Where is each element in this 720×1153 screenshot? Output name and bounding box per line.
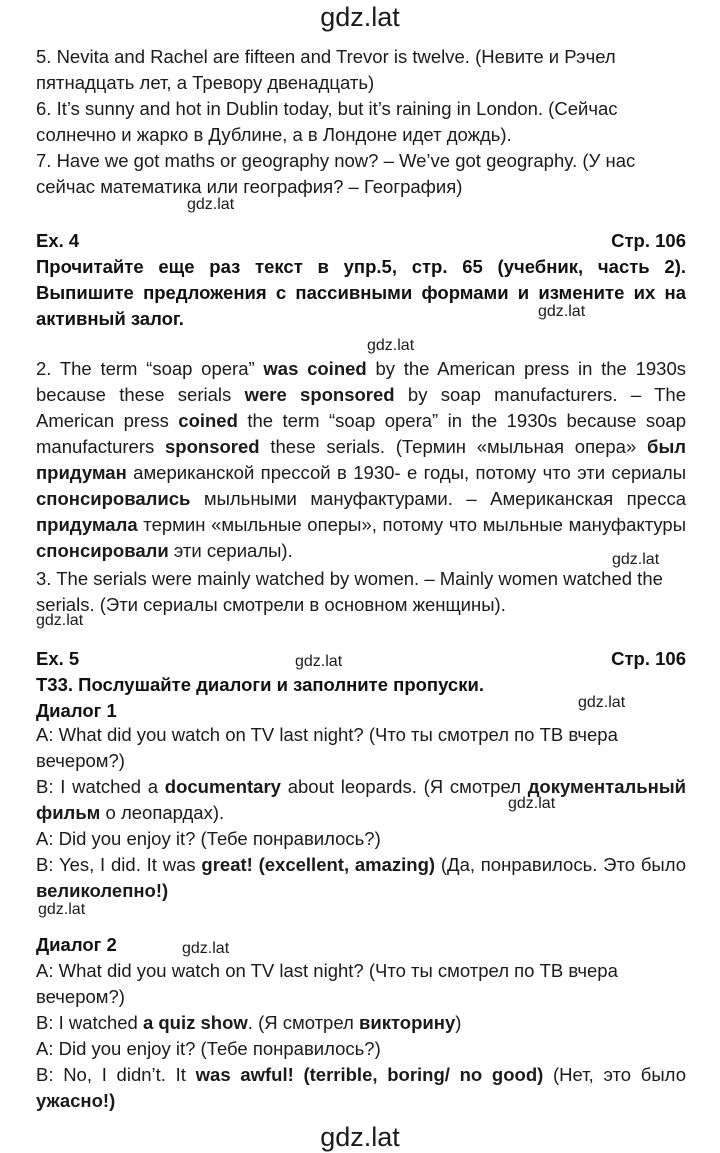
exercise-4-label: Ex. 4 [36,230,80,251]
watermark: gdz.lat [295,653,343,670]
exercise-4-page: Стр. 106 [611,230,686,251]
exercise-5-page: Стр. 106 [611,648,686,669]
intro-item-6: 6. It’s sunny and hot in Dublin today, but it’s raining in London. (Сейчас солнечно и жарко в Дублине, а в Лондоне идет дождь). [36,98,618,145]
intro-item-7: 7. Have we got maths or geography now? – We’ve got geography. (У нас сейчас математика или география? – География) [36,150,636,197]
watermark: gdz.lat [367,337,415,354]
watermark: gdz.lat [38,901,86,918]
site-header: gdz.lat [320,2,400,32]
dialogue-1-line-1: A: What did you watch on TV last night? (Что ты смотрел по ТВ вчера вечером?) [36,724,618,771]
exercise-5-header [36,646,686,672]
dialogue-1-line-2: B: I watched a documentary about leopards. (Я смотрел документальный фильм о леопардах). [36,776,687,823]
exercise-4-answer-2: 2. The term “soap opera” was coined by the American press in the 1930s because these serials were sponsored by soap manufacturers. – The American press coined the term “soap opera” in the 1930s because soap manufacturers sponsored these serials. (Термин «мыльная опера» был придуман американской прессой в 1930- е годы, потому что эти сериалы спонсировались мыльными мануфактурами. – Американская пресса придумала термин «мыльные оперы», потому что мыльные мануфактуры спонсировали эти сериалы). [36,358,687,561]
dialogue-2-line-4: B: No, I didn’t. It was awful! (terrible, boring/ no good) (Нет, это было ужасно!) [36,1064,686,1111]
watermark: gdz.lat [182,940,230,957]
exercise-4-task: Прочитайте еще раз текст в упр.5, стр. 65 (учебник, часть 2). Выпишите предложения с пассивными формами и измените их на активный залог. [36,256,686,329]
watermark: gdz.lat [612,551,660,568]
dialogue-2-line-3: A: Did you enjoy it? (Тебе понравилось?) [36,1038,381,1059]
dialogue-1-title: Диалог 1 [36,700,117,721]
site-footer: gdz.lat [320,1122,400,1152]
dialogue-1-line-3: A: Did you enjoy it? (Тебе понравилось?) [36,828,381,849]
watermark: gdz.lat [538,303,586,320]
watermark: gdz.lat [36,612,84,629]
watermark: gdz.lat [508,795,556,812]
dialogue-2-line-1: A: What did you watch on TV last night? (Что ты смотрел по ТВ вчера вечером?) [36,960,618,1007]
exercise-4-header [36,228,686,254]
exercise-5-task: T33. Послушайте диалоги и заполните пропуски. [36,674,484,695]
dialogue-2-line-2: B: I watched a quiz show. (Я смотрел викторину) [36,1012,462,1033]
watermark: gdz.lat [187,196,235,213]
intro-item-5: 5. Nevita and Rachel are fifteen and Trevor is twelve. (Невите и Рэчел пятнадцать лет, а Тревору двенадцать) [36,46,616,93]
dialogue-2-title: Диалог 2 [36,934,117,955]
exercise-5-label: Ex. 5 [36,648,80,669]
exercise-4-answer-3: 3. The serials were mainly watched by women. – Mainly women watched the serials. (Эти сериалы смотрели в основном женщины). [36,568,663,615]
dialogue-1-line-4: B: Yes, I did. It was great! (excellent, amazing) (Да, понравилось. Это было великолепно!) [36,854,687,901]
watermark: gdz.lat [578,694,626,711]
